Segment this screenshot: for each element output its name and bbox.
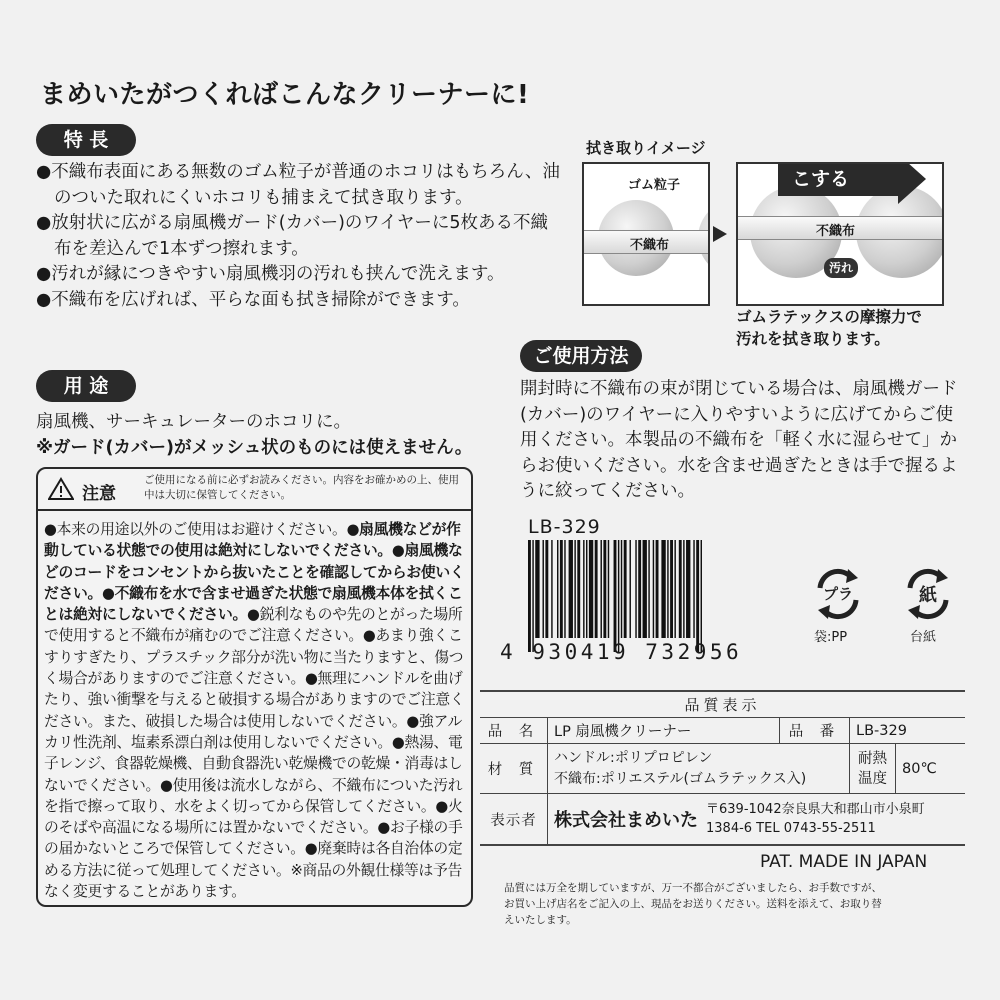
mount-material-label: 台紙 [910, 630, 937, 645]
wipe-panel-before [582, 162, 710, 306]
paper-recycle-icon [900, 566, 956, 622]
barcode-bar [686, 540, 690, 638]
uses-text: 扇風機、サーキュレーターのホコリに。 [36, 412, 351, 432]
caution-text-bold: ●扇風機などが作動している状態での使用は絶対にしないでください。●扇風機などのコードをコンセントから抜いたことを確認してからお使いください。●不織布を水で含ませ過ぎた状態で扇風機本体を拭くことは絶対にしないでください。 [44, 521, 465, 624]
caution-note: ご使用になる前に必ずお読みください。内容をお確かめの上、使用中は大切に保管してください。 [144, 474, 459, 501]
features-pill: 特 長 [36, 124, 136, 156]
barcode-bar [560, 540, 563, 638]
barcode-bar [638, 540, 641, 638]
dirt-label: 汚れ [824, 258, 858, 278]
barcode-bar [635, 540, 636, 638]
maker-info [548, 794, 965, 844]
heat-key-line: 温度 [858, 770, 887, 787]
product-code: LB-329 [528, 516, 601, 538]
barcode-number: 4 930419 732956 [500, 640, 743, 664]
number-key: 品 番 [780, 718, 850, 743]
usage-pill: ご使用方法 [520, 340, 642, 372]
uses-pill: 用 途 [36, 370, 136, 402]
fine-print: 品質には万全を期していますが、万一不都合がございましたら、お手数ですが、お買い上げ店名をご記入の上、現品をお送りください。送料を添えて、お取り替えいたします。 [504, 882, 882, 926]
wipe-caption [736, 306, 922, 350]
scrub-arrow-icon [898, 162, 926, 204]
quality-header: 品質表示 [480, 692, 965, 718]
barcode-bar [551, 540, 552, 638]
barcode-bar [621, 540, 622, 638]
plastic-recycle-icon [810, 566, 866, 622]
wipe-image-title: 拭き取りイメージ [586, 139, 706, 157]
maker-address [706, 800, 925, 838]
heat-key-line: 耐熱 [858, 750, 887, 767]
quality-row-material [480, 744, 965, 794]
maker-key: 表示者 [480, 794, 548, 844]
barcode-bar [545, 540, 548, 638]
maker-address-line: 1384-6 TEL 0743-55-2511 [706, 821, 876, 836]
barcode-bar [608, 540, 609, 638]
barcode-bar [679, 540, 682, 638]
usage-text: 開封時に不織布の束が閉じている場合は、扇風機ガード(カバー)のワイヤーに入りやすいように広げてからご使用ください。本製品の不織布を「軽く水に湿らせて」からお使いください。水を含ませ過ぎたときは手で握るように絞ってください。 [520, 379, 958, 501]
barcode [526, 540, 771, 652]
barcode-bar [693, 540, 694, 638]
material-cloth: 不織布:ポリエステル(ゴムラテックス入) [554, 770, 807, 787]
cloth-label: 不織布 [816, 224, 856, 239]
feature-item: ● 汚れが縁につきやすい扇風機羽の汚れも挟んで洗えます。 [36, 262, 561, 288]
wipe-caption-line: ゴムラテックスの摩擦力で [736, 308, 922, 326]
barcode-bar [577, 540, 580, 638]
feature-item: ● 不織布を広げれば、平らな面も拭き掃除ができます。 [36, 288, 561, 314]
cloth-label: 不織布 [630, 238, 670, 253]
bag-material-label: 袋:PP [814, 630, 848, 645]
barcode-bar [674, 540, 675, 638]
quality-table [480, 690, 965, 846]
patent-origin: PAT. MADE IN JAPAN [760, 852, 928, 872]
number-value: LB-329 [856, 722, 907, 739]
barcode-bar [661, 540, 665, 638]
barcode-bar [601, 540, 602, 638]
barcode-bar [648, 540, 649, 638]
barcode-bar [564, 540, 565, 638]
rubber-label: ゴム粒子 [628, 178, 681, 193]
maker-name: 株式会社まめいた [554, 810, 698, 831]
caution-text: ●本来の用途以外のご使用はお避けください。 [44, 521, 347, 538]
barcode-bar [624, 540, 627, 638]
caution-title: 注意 [82, 484, 116, 504]
name-key: 品 名 [480, 718, 548, 743]
barcode-bar [643, 540, 647, 638]
barcode-bar [574, 540, 575, 638]
wipe-panel-after [736, 162, 944, 306]
arrow-right-icon [713, 226, 727, 242]
barcode-bar [618, 540, 619, 652]
warning-icon [48, 477, 74, 501]
uses-warning: ※ガード(カバー)がメッシュ状のものには使えません。 [36, 437, 473, 458]
caution-body [44, 519, 468, 902]
caution-text: ●鋭利なものや先のとがった場所で使用すると不織布が痛むのでご注意ください。●あまり強くこすりすぎたり、プラスチック部分が洗い物に当たりますと、傷つく場合がありますのでご注意ください。●無理にハンドルを曲げたり、強い衝撃を与えると破損する場合がありますのでご注意ください。また、破損した場合は使用しないでください。●強アルカリ性洗剤、塩素系漂白剤は使用しないでください。●熱湯、電子レンジ、食器乾燥機、自動食器洗い乾燥機での乾燥・消毒はしないでください。●使用後は流水しながら、不織布についた汚れを指で擦って取り、水をよく切ってから保管してください。●火のそばや高温になる場所には置かないでください。●お子様の手の届かないところで保管してください。●廃棄時は各自治体の定める方法に従って処理してください。※商品の外観仕様等は予告なく変更することがあります。 [44, 606, 465, 901]
barcode-bar [696, 540, 699, 652]
heat-key [850, 744, 896, 793]
barcode-bar [653, 540, 654, 638]
barcode-bar [543, 540, 544, 638]
quality-row-maker [480, 794, 965, 844]
barcode-bar [569, 540, 573, 638]
barcode-bar [683, 540, 684, 638]
wipe-caption-line: 汚れを拭き取ります。 [736, 330, 890, 348]
maker-address-line: 〒639-1042奈良県大和郡山市小泉町 [706, 802, 925, 817]
material-handle: ハンドル:ポリプロピレン [554, 749, 713, 766]
paper-mark-text: 紙 [919, 585, 937, 606]
caution-box [36, 467, 473, 907]
name-value: LP 扇風機クリーナー [548, 718, 780, 743]
feature-item: ● 不織布表面にある無数のゴム粒子が普通のホコリはもちろん、油のついた取れにくいホコリも捕まえて拭き取ります。 [36, 160, 561, 211]
barcode-bar [667, 540, 668, 638]
quality-row-name [480, 718, 965, 744]
barcode-bar [586, 540, 587, 638]
caution-header [38, 469, 471, 511]
plastic-mark-text: プラ [822, 585, 854, 603]
feature-item: ● 放射状に広がる扇風機ガード(カバー)のワイヤーに5枚ある不織布を差込んで1本ずつ擦れます。 [36, 211, 561, 262]
scrub-label: こする [778, 162, 898, 196]
barcode-bar [557, 540, 558, 638]
heat-value: 80℃ [902, 760, 937, 777]
barcode-bar [614, 540, 617, 652]
barcode-bar [583, 540, 584, 638]
barcode-bar [603, 540, 606, 638]
barcode-bar [528, 540, 531, 652]
barcode-bar [535, 540, 539, 638]
barcode-bar [532, 540, 533, 652]
barcode-bar [589, 540, 593, 638]
features-list [36, 160, 561, 313]
barcode-bar [701, 540, 702, 652]
headline: まめいたがつくればこんなクリーナーに! [40, 80, 530, 110]
material-key: 材 質 [480, 744, 548, 793]
barcode-bar [595, 540, 598, 638]
material-values [548, 744, 850, 793]
barcode-bar [656, 540, 659, 638]
barcode-bar [670, 540, 673, 638]
barcode-bar [630, 540, 631, 638]
uses-section [36, 410, 506, 461]
